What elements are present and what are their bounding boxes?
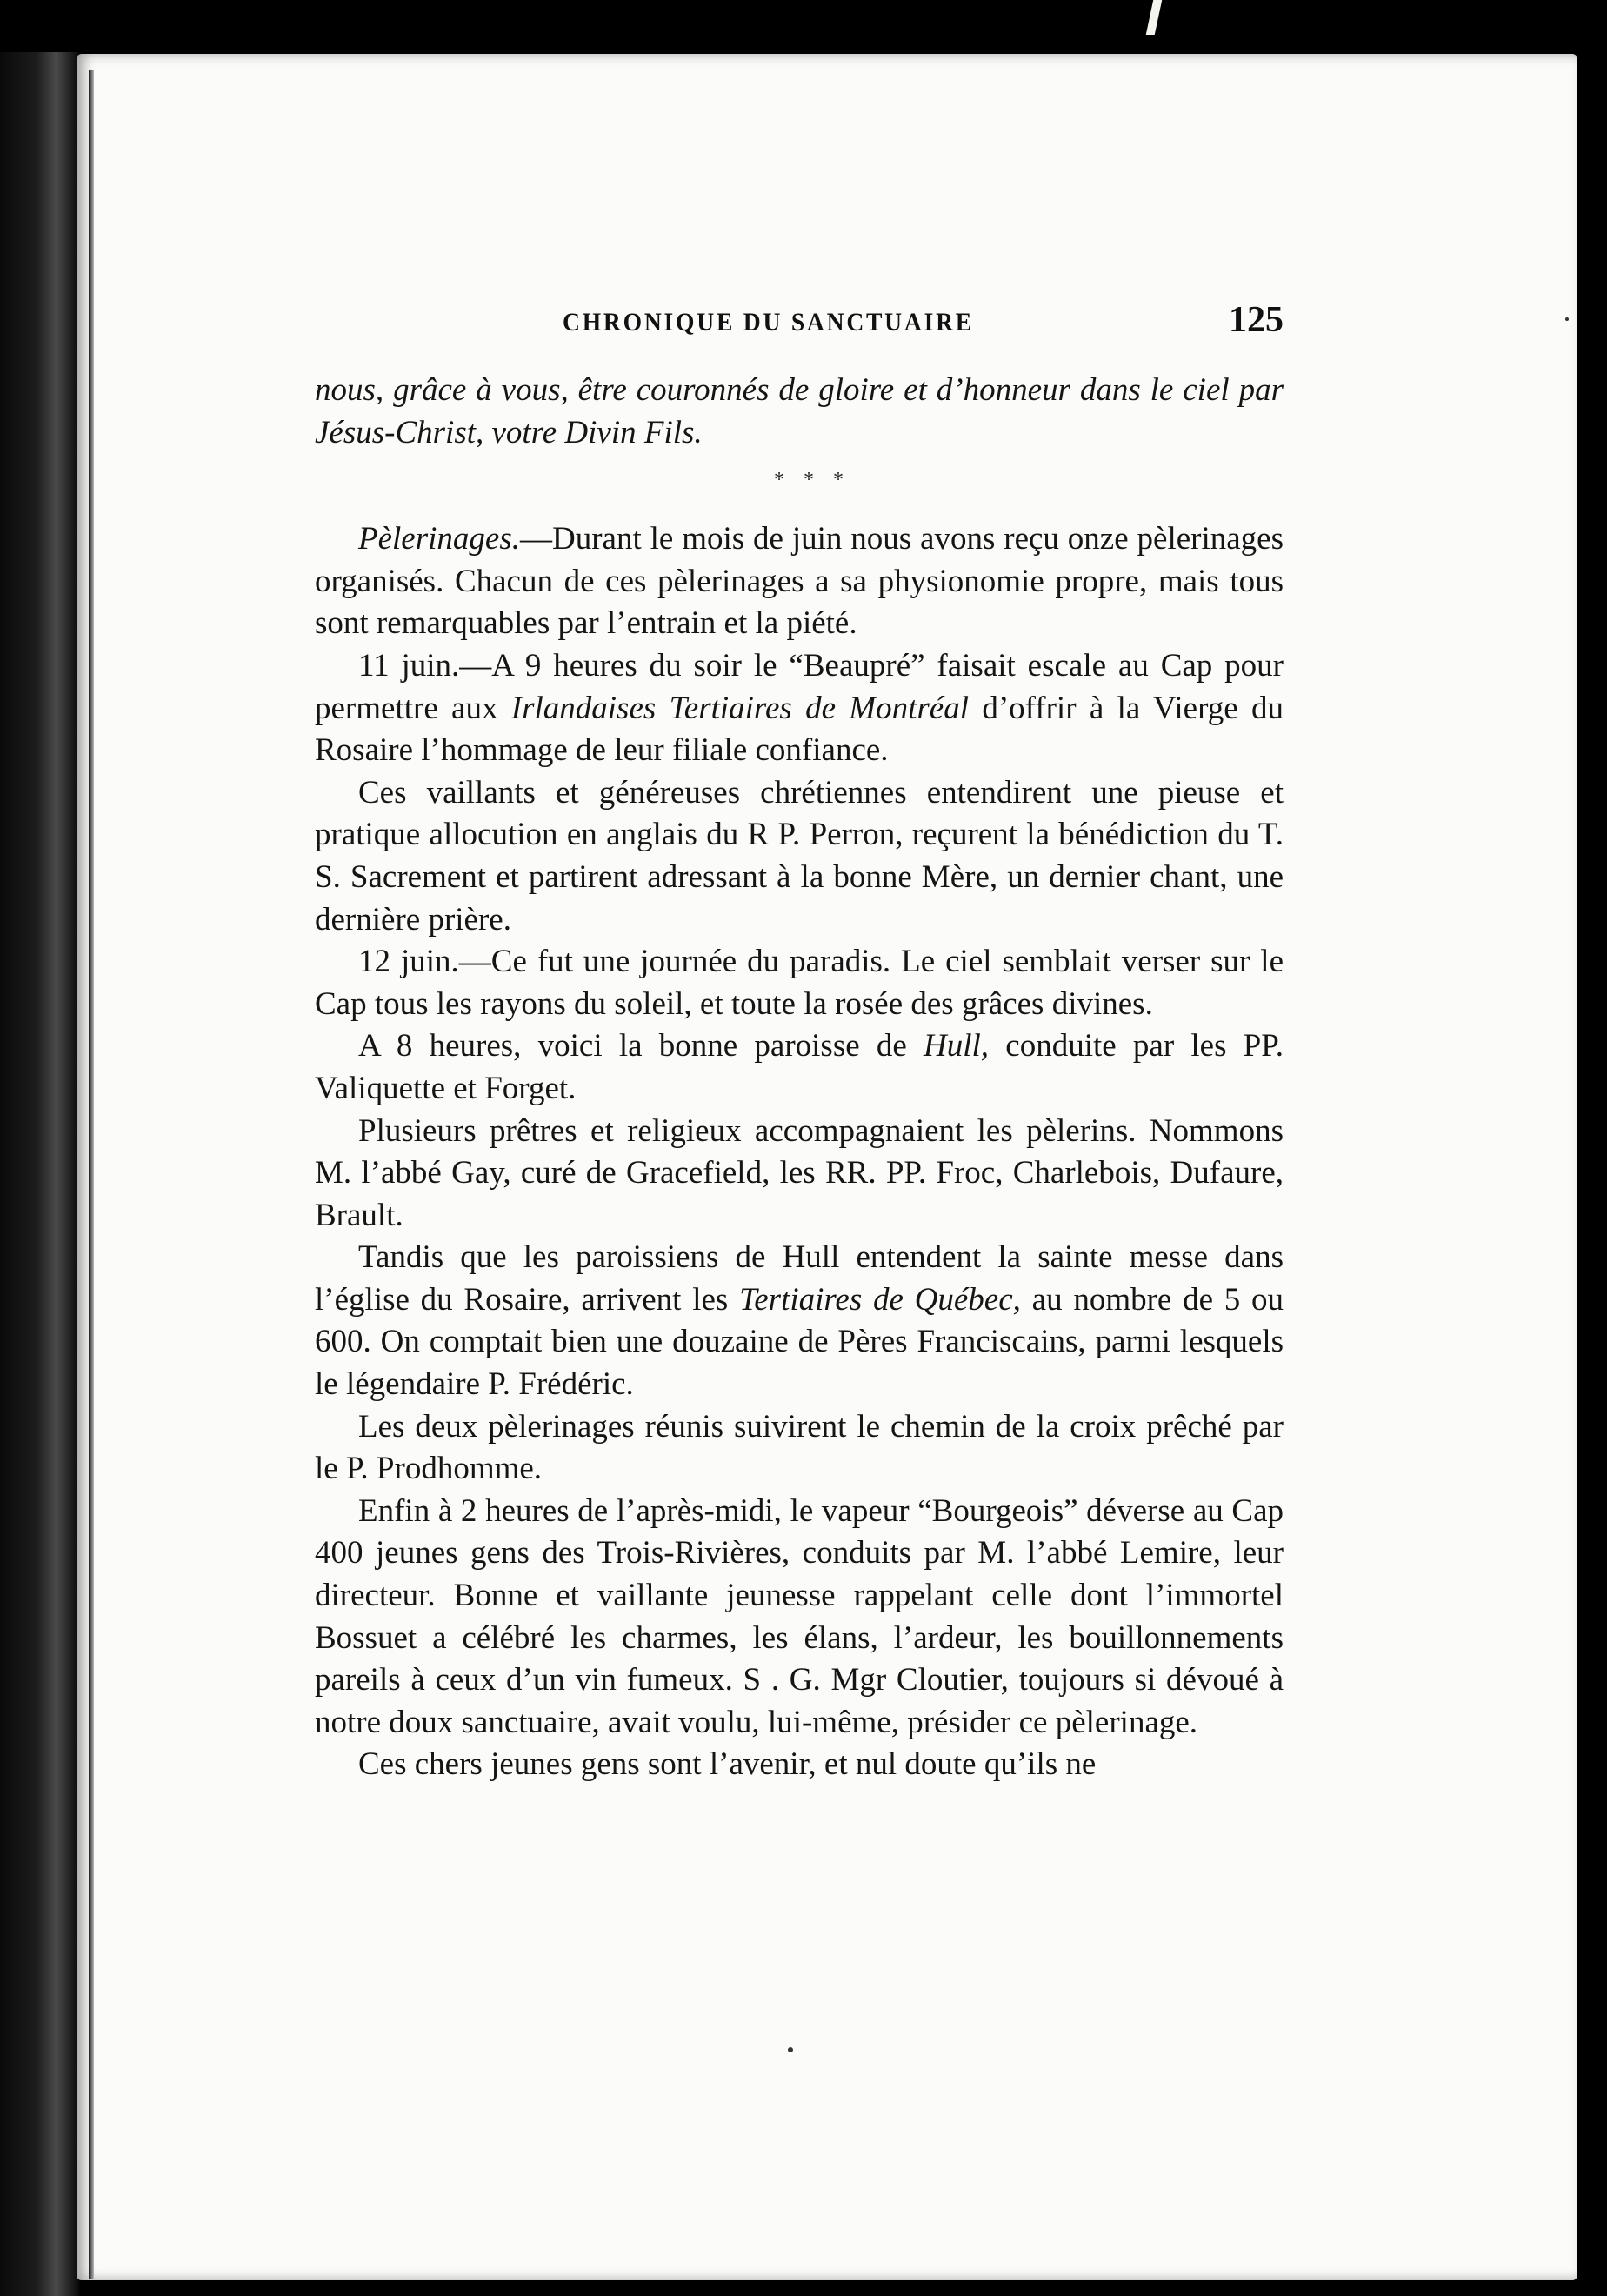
paragraph-11-juin xyxy=(315,645,1284,772)
paragraph-pretres: Plusieurs prêtres et religieux accompagnaient les pèlerins. Nommons M. l’abbé Gay, curé de Gracefield, les RR. PP. Froc, Charlebois, Dufaure, Brault. xyxy=(315,1112,1284,1233)
body-text xyxy=(315,370,1284,1786)
page-header xyxy=(315,299,1284,360)
emphasis-text: Hull, xyxy=(924,1028,990,1065)
facing-page-edge xyxy=(0,52,80,2296)
page-gutter xyxy=(89,70,94,2279)
paragraph-text: A 8 heures, voici la bonne paroisse de xyxy=(358,1028,924,1065)
paragraph-text: —Durant le mois de juin nous avons reçu onze pèlerinages organisés. Chacun de ces pèlerinages a sa physionomie propre, mais tous sont remarquables par l’entrain et la piété. xyxy=(315,521,1284,642)
section-lead: Pèlerinages. xyxy=(358,521,520,557)
paragraph-pelerinages xyxy=(315,518,1284,645)
emphasis-text: Tertiaires de Québec, xyxy=(739,1281,1021,1318)
paragraph-text: d’offrir à la Vierge du Rosaire l’hommage de leur filiale confiance. xyxy=(315,690,1284,769)
running-head: CHRONIQUE DU SANCTUAIRE xyxy=(563,308,974,337)
paragraph-jeunes-gens: Enfin à 2 heures de l’après-midi, le vapeur “Bourgeois” déverse au Cap 400 jeunes gens des Trois-Rivières, conduits par M. l’abbé Lemire, leur directeur. Bonne et vaillante jeunesse rappelant celle dont l’immortel Bossuet a célébré les charmes, les élans, l’ardeur, les bouillonnements pareils à ceux d’un vin fumeux. S . G. Mgr Cloutier, toujours si dévoué à notre doux sanctuaire, avait voulu, lui-même, présider ce pèlerinage. xyxy=(315,1492,1284,1740)
paragraph-tertiaires-quebec xyxy=(315,1237,1284,1405)
page-number: 125 xyxy=(1229,300,1284,340)
scan-artifact-mark xyxy=(1146,0,1163,35)
scan-speck xyxy=(788,2047,793,2052)
paragraph-chemin-croix: Les deux pèlerinages réunis suivirent le chemin de la croix prêché par le P. Prodhomme. xyxy=(315,1408,1284,1487)
paragraph-text: conduite par les PP. Valiquette et Forget. xyxy=(315,1028,1284,1106)
opening-paragraph: nous, grâce à vous, être couronnés de gloire et d’honneur dans le ciel par Jésus-Christ, votre Divin Fils. xyxy=(315,372,1284,451)
section-separator: * * * xyxy=(774,469,850,492)
paragraph-hull xyxy=(315,1025,1284,1110)
paragraph-text: 11 juin.—A 9 heures du soir le “Beaupré” faisait escale au Cap pour permettre aux xyxy=(315,647,1284,726)
paragraph-text: au nombre de 5 ou 600. On comptait bien une douzaine de Pères Franciscains, parmi lesquels le légendaire P. Frédéric. xyxy=(315,1281,1284,1403)
scan-speck xyxy=(1565,317,1569,321)
paragraph-text: Tandis que les paroissiens de Hull entendent la sainte messe dans l’église du Rosaire, arrivent les xyxy=(315,1239,1284,1318)
paragraph-12-juin: 12 juin.—Ce fut une journée du paradis. Le ciel semblait verser sur le Cap tous les rayons du soleil, et toute la rosée des grâces divines. xyxy=(315,944,1284,1022)
emphasis-text: Irlandaises Tertiaires de Montréal xyxy=(510,690,970,726)
paragraph-avenir: Ces chers jeunes gens sont l’avenir, et nul doute qu’ils ne xyxy=(358,1746,1097,1783)
paragraph-vaillantes: Ces vaillants et généreuses chrétiennes entendirent une pieuse et pratique allocution en anglais du R P. Perron, reçurent la bénédiction du T. S. Sacrement et partirent adressant à la bonne Mère, un dernier chant, une dernière prière. xyxy=(315,774,1284,938)
